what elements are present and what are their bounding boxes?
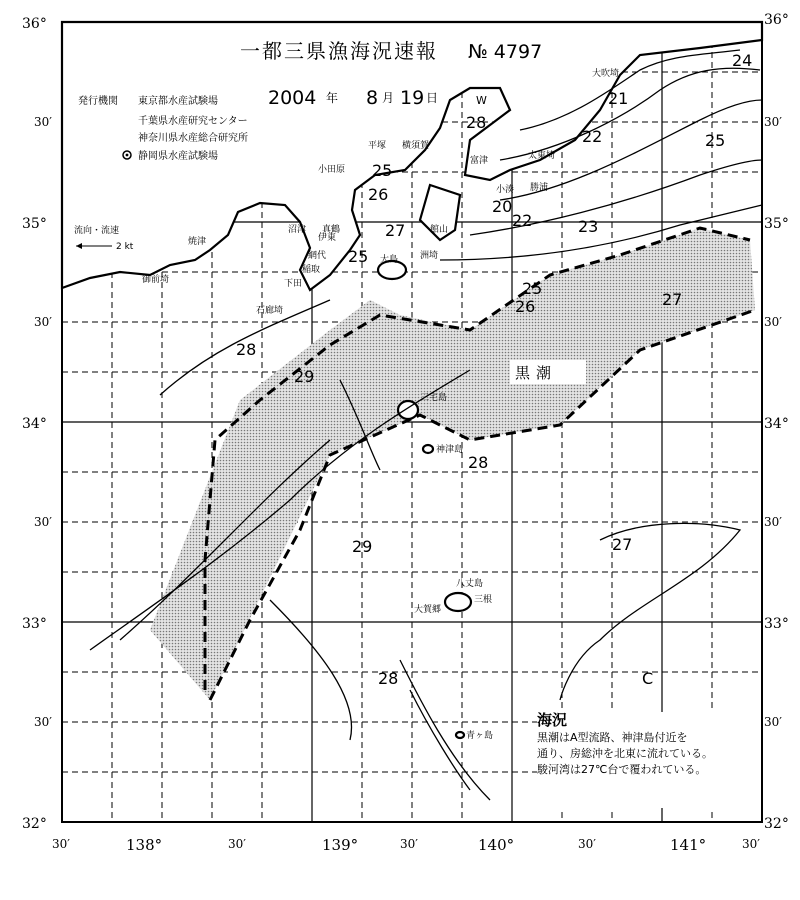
isotherm-label: 29 — [294, 367, 315, 386]
place-name: 館山 — [430, 225, 449, 235]
isotherm-label: 27 — [662, 290, 683, 309]
place-name: 沼津 — [288, 225, 307, 235]
place-name: 勝浦 — [530, 183, 549, 193]
current-legend — [70, 220, 144, 254]
lon-label: 30′ — [52, 837, 70, 851]
date-year-unit: 年 — [326, 91, 339, 105]
isotherm-label: 25 — [348, 247, 369, 266]
isotherm-label: 24 — [732, 51, 753, 70]
lat-label: 36° — [22, 16, 47, 32]
isotherm-label: 25 — [705, 131, 726, 150]
place-name: 富津 — [470, 156, 489, 166]
place-name: 太東埼 — [528, 151, 556, 161]
current-legend-speed: 2 kt — [116, 242, 134, 252]
report-title: 一都三県漁海況速報 — [240, 39, 438, 63]
lat-label: 35° — [764, 216, 789, 232]
isotherm-label: 21 — [608, 89, 629, 108]
place-name: 三宅島 — [420, 393, 448, 403]
issuer-label: 発行機関 — [78, 96, 118, 107]
lon-label: 141° — [670, 836, 707, 854]
lat-label: 34° — [764, 416, 789, 432]
place-name: 石廊埼 — [256, 306, 284, 316]
svg-text:黒潮: 黒潮 — [515, 364, 558, 382]
date-month: 8 — [366, 87, 379, 109]
place-name: 平塚 — [368, 141, 387, 151]
place-name: 大吹埼 — [592, 69, 620, 79]
isotherm-label: 29 — [352, 537, 373, 556]
lat-label: 33° — [764, 616, 789, 632]
lat-label: 30′ — [764, 115, 782, 129]
place-name: 八丈島 — [456, 579, 484, 589]
isotherm-label: 28 — [236, 340, 257, 359]
lat-label: 36° — [764, 12, 789, 28]
lat-label: 30′ — [34, 715, 52, 729]
issuer: 千葉県水産研究センター — [138, 116, 248, 127]
place-name: 真鶴 — [322, 225, 341, 235]
lat-label: 30′ — [34, 115, 52, 129]
lon-label: 138° — [126, 836, 163, 854]
lat-label: 33° — [22, 616, 47, 632]
issuer: 東京都水産試験場 — [138, 96, 218, 107]
isotherm-label: 23 — [578, 217, 599, 236]
date-day: 19 — [400, 87, 425, 109]
water-mass-label: C — [642, 669, 654, 688]
place-name: 横須賀 — [402, 141, 430, 151]
place-name: 稲取 — [302, 265, 321, 275]
isotherm-label: 26 — [515, 297, 536, 316]
place-name: 大賀郷 — [414, 605, 442, 615]
isotherm-label: 22 — [512, 211, 533, 230]
place-name: 小湊 — [496, 185, 515, 195]
place-name: 伊東 — [318, 233, 337, 243]
lon-label: 140° — [478, 836, 515, 854]
isotherm-label: 27 — [385, 221, 406, 240]
place-name: 洲埼 — [420, 251, 439, 261]
longitude-labels — [52, 836, 760, 854]
place-name: 大島 — [380, 255, 399, 265]
place-name: 神津島 — [436, 445, 464, 455]
lat-label: 32° — [22, 816, 47, 832]
isotherm-label: 25 — [522, 279, 543, 298]
lat-label: 30′ — [764, 315, 782, 329]
lat-label: 30′ — [34, 315, 52, 329]
date-month-unit: 月 — [382, 91, 395, 105]
place-name: 小田原 — [318, 165, 346, 175]
isotherm-label: 26 — [368, 185, 389, 204]
lat-label: 32° — [764, 816, 789, 832]
place-name: 下田 — [284, 279, 303, 289]
issuer: 神奈川県水産総合研究所 — [138, 133, 248, 144]
place-name: 青ヶ島 — [466, 731, 494, 741]
lon-label: 30′ — [578, 837, 596, 851]
lat-label: 35° — [22, 216, 47, 232]
isotherm-label: 28 — [378, 669, 399, 688]
lat-label: 30′ — [764, 715, 782, 729]
date-day-unit: 日 — [426, 91, 439, 105]
place-name: 御前埼 — [142, 275, 170, 285]
sea-condition-report — [537, 712, 759, 808]
report-line: 駿河湾は27℃台で覆われている。 — [537, 763, 707, 776]
report-line: 黒潮はA型流路、神津島付近を — [537, 731, 688, 744]
place-name: W — [476, 94, 487, 107]
report-heading: 海況 — [537, 711, 568, 729]
lat-label: 30′ — [764, 515, 782, 529]
isotherm-label: 25 — [372, 161, 393, 180]
isotherm-label: 27 — [612, 535, 633, 554]
lat-label: 34° — [22, 416, 47, 432]
kuroshio-label — [510, 360, 586, 384]
report-number: № 4797 — [468, 41, 543, 63]
issuer: 静岡県水産試験場 — [138, 151, 218, 162]
place-name: 焼津 — [188, 237, 207, 247]
isotherm-label: 20 — [492, 197, 513, 216]
lon-label: 30′ — [400, 837, 418, 851]
current-legend-label: 流向・流速 — [74, 226, 120, 236]
isotherm-label: 28 — [466, 113, 487, 132]
report-line: 通り、房総沖を北東に流れている。 — [537, 747, 713, 760]
lat-label: 30′ — [34, 515, 52, 529]
place-name: 三根 — [474, 595, 493, 605]
isotherm-label: 28 — [468, 453, 489, 472]
place-name: 網代 — [308, 251, 327, 261]
lon-label: 139° — [322, 836, 359, 854]
lon-label: 30′ — [228, 837, 246, 851]
isotherm-label: 22 — [582, 127, 603, 146]
date-year: 2004 — [268, 87, 317, 109]
lon-label: 30′ — [742, 837, 760, 851]
